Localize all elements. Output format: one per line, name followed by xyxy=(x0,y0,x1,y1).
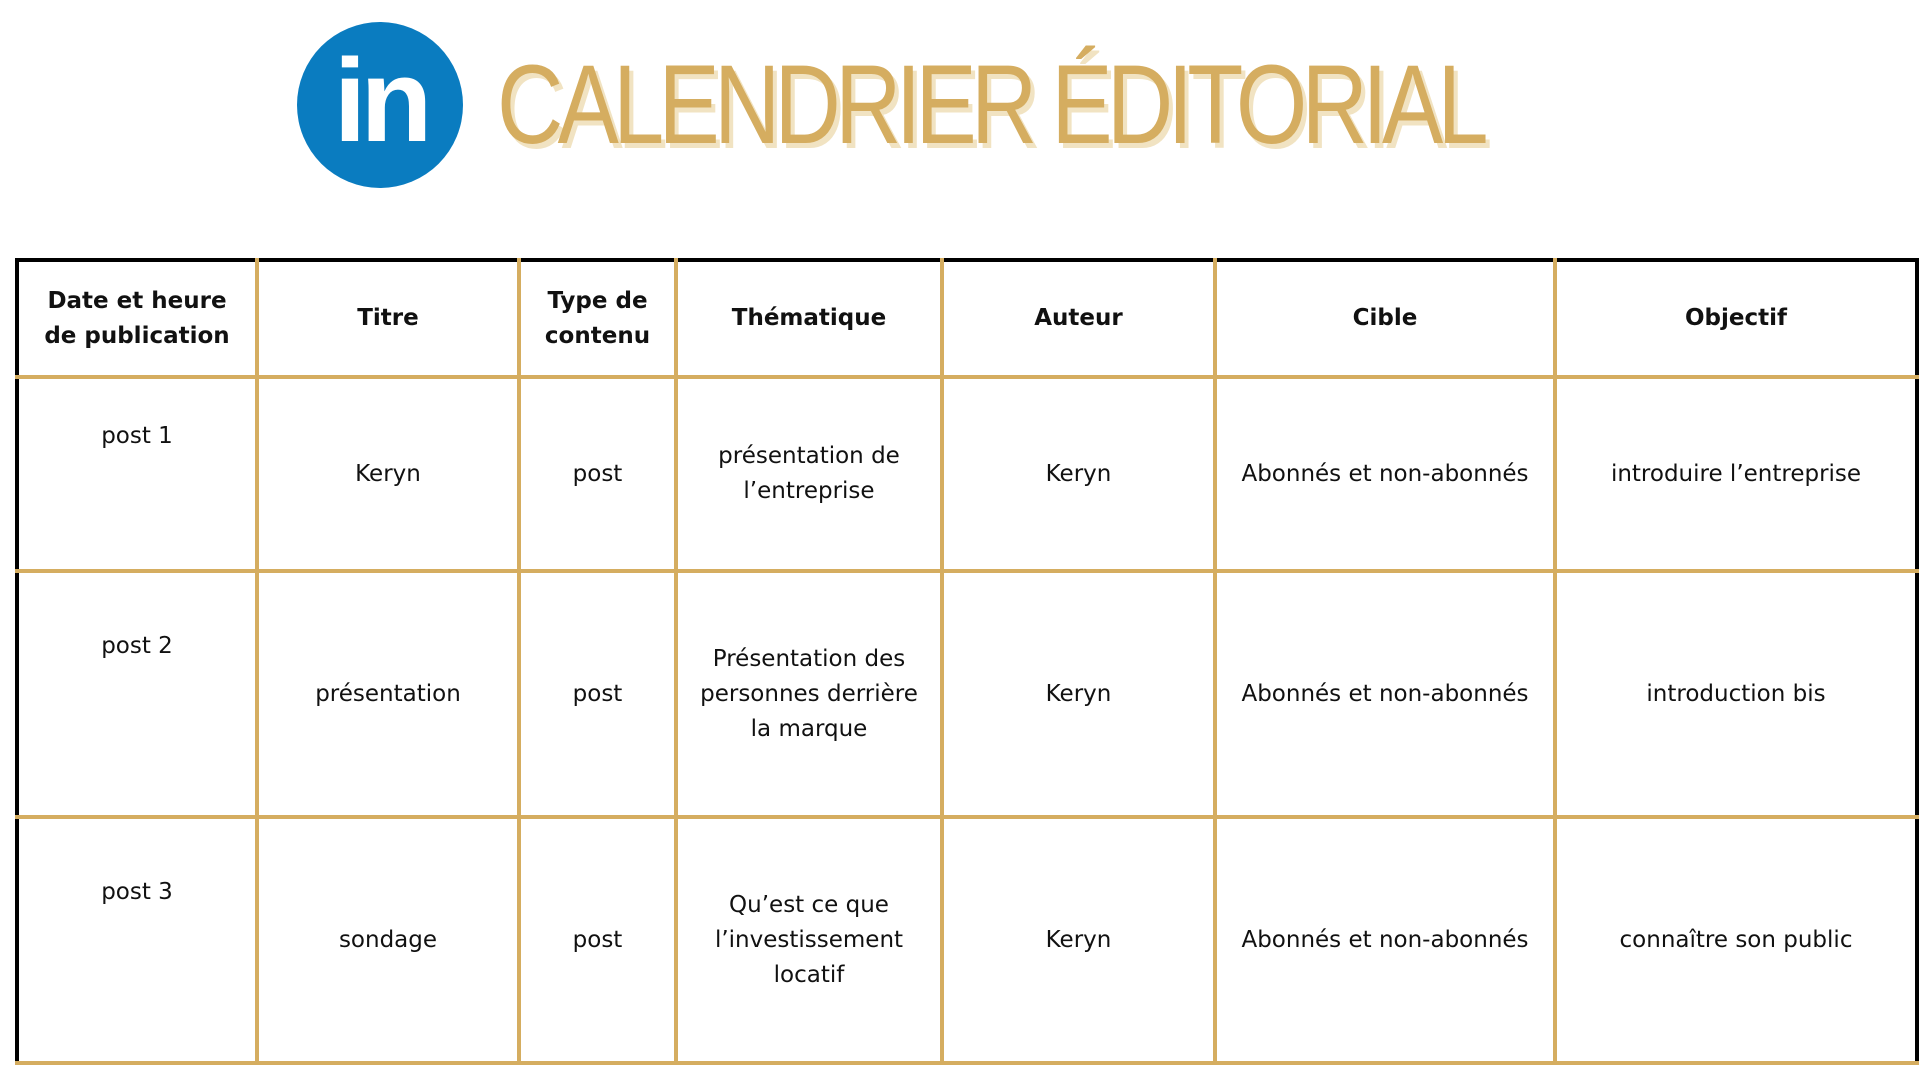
cell-cible: Abonnés et non-abonnés xyxy=(1215,377,1555,571)
page-title: CALENDRIER ÉDITORIAL xyxy=(497,42,1483,167)
column-header-type: Type de contenu xyxy=(519,260,676,377)
column-header-titre: Titre xyxy=(257,260,519,377)
cell-type: post xyxy=(519,817,676,1063)
cell-thematique: présentation de l’entreprise xyxy=(676,377,942,571)
linkedin-logo-text: in xyxy=(333,35,427,167)
cell-objectif: connaître son public xyxy=(1555,817,1917,1063)
cell-cible: Abonnés et non-abonnés xyxy=(1215,817,1555,1063)
table-row xyxy=(17,817,1917,1063)
cell-titre: sondage xyxy=(257,817,519,1063)
cell-date: post 1 xyxy=(17,377,257,571)
cell-type: post xyxy=(519,377,676,571)
cell-auteur: Keryn xyxy=(942,377,1215,571)
cell-date: post 2 xyxy=(17,571,257,817)
cell-auteur: Keryn xyxy=(942,571,1215,817)
linkedin-logo-icon xyxy=(297,22,463,188)
column-header-objectif: Objectif xyxy=(1555,260,1917,377)
table-header-row xyxy=(17,260,1917,377)
cell-titre: présentation xyxy=(257,571,519,817)
table-row xyxy=(17,571,1917,817)
cell-objectif: introduire l’entreprise xyxy=(1555,377,1917,571)
table-row xyxy=(17,377,1917,571)
cell-titre: Keryn xyxy=(257,377,519,571)
cell-cible: Abonnés et non-abonnés xyxy=(1215,571,1555,817)
column-header-thematique: Thématique xyxy=(676,260,942,377)
cell-thematique: Qu’est ce que l’investissement locatif xyxy=(676,817,942,1063)
cell-type: post xyxy=(519,571,676,817)
cell-thematique: Présentation des personnes derrière la marque xyxy=(676,571,942,817)
cell-date: post 3 xyxy=(17,817,257,1063)
cell-objectif: introduction bis xyxy=(1555,571,1917,817)
column-header-date: Date et heure de publication xyxy=(17,260,257,377)
editorial-calendar-table xyxy=(15,258,1919,1065)
cell-auteur: Keryn xyxy=(942,817,1215,1063)
column-header-auteur: Auteur xyxy=(942,260,1215,377)
page-header xyxy=(297,22,1699,188)
column-header-cible: Cible xyxy=(1215,260,1555,377)
